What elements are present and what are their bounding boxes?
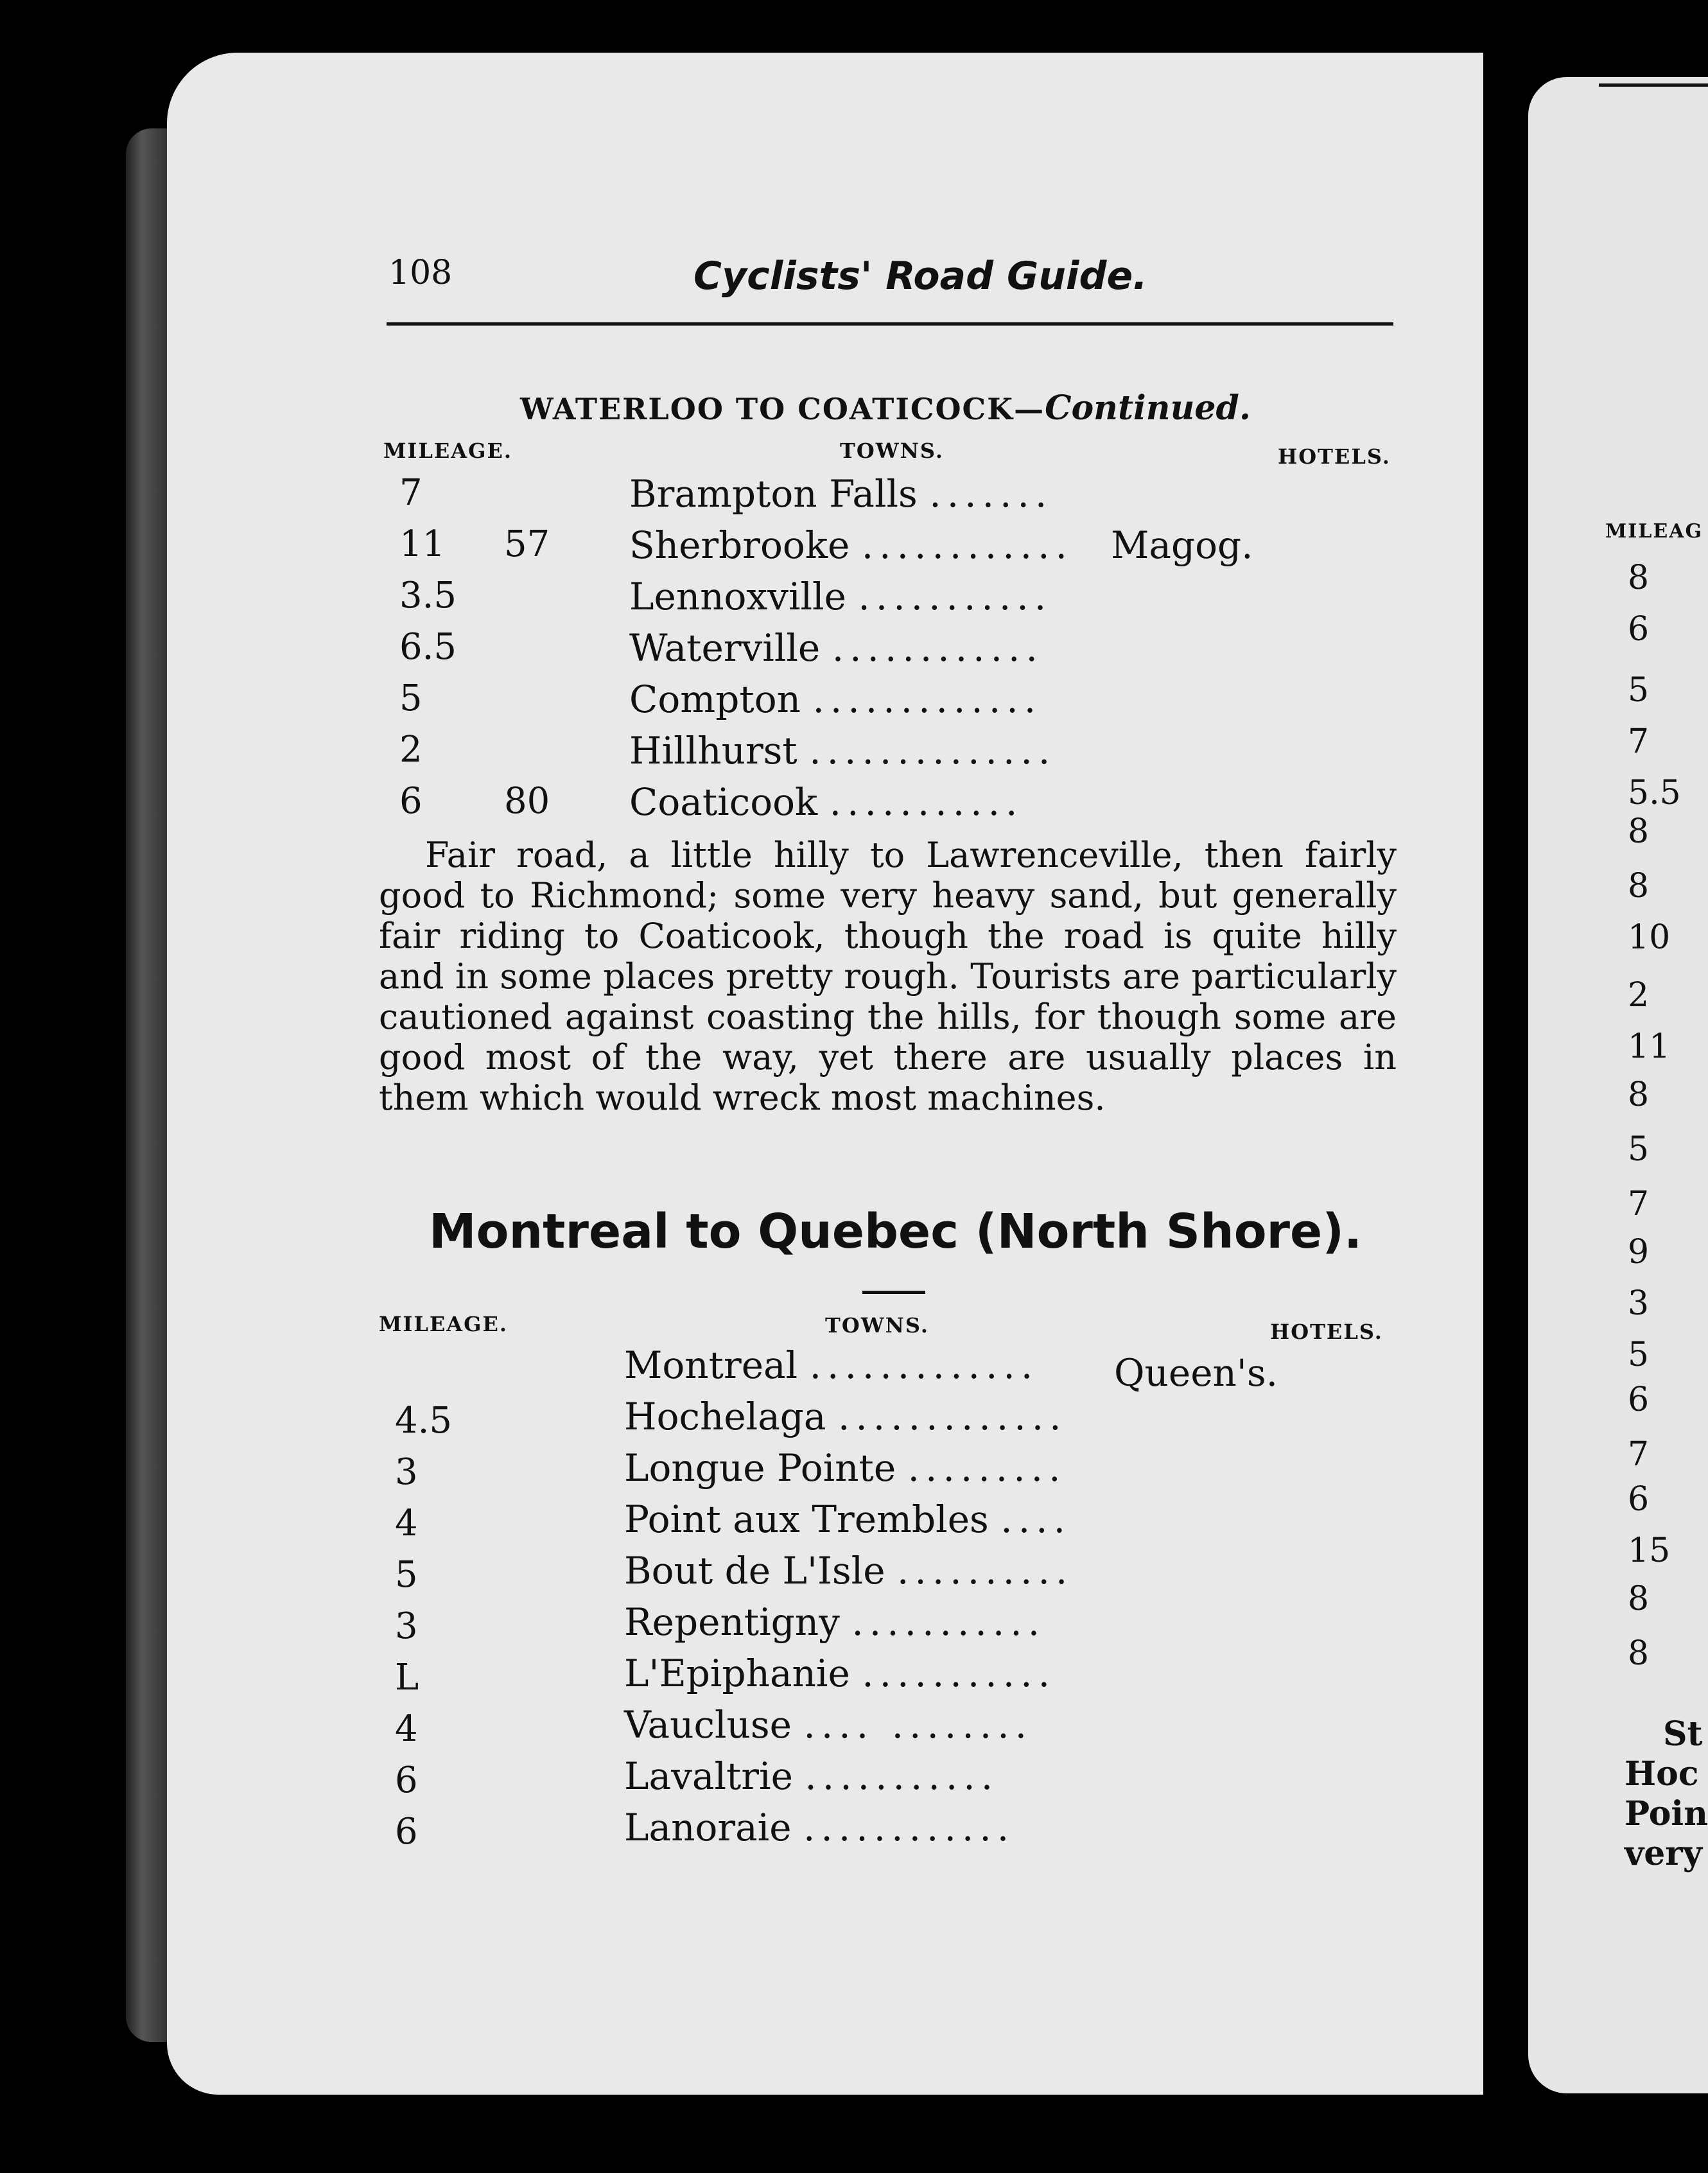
running-title: Cyclists' Road Guide. bbox=[693, 254, 1147, 299]
mileage-cell: 2 bbox=[399, 729, 423, 771]
leader-dots: .... ........ bbox=[803, 1703, 1033, 1747]
leader-dots: ........... bbox=[829, 780, 1024, 824]
mileage-cell: 3 bbox=[395, 1605, 418, 1647]
mileage-cell: 4 bbox=[395, 1503, 418, 1544]
town-cell bbox=[624, 1806, 1015, 1849]
mileage-cell: 5 bbox=[399, 677, 423, 719]
mileage-cell: 5 bbox=[395, 1554, 418, 1596]
town-cell bbox=[624, 1497, 1071, 1541]
leader-dots: ............. bbox=[837, 1395, 1067, 1438]
facing-mileage-cell: 8 bbox=[1628, 1634, 1650, 1673]
leader-dots: .......... bbox=[896, 1549, 1074, 1593]
mileage-cell: 11 bbox=[399, 523, 446, 565]
mileage-cell: 4 bbox=[395, 1708, 418, 1750]
leader-dots: ........... bbox=[851, 1600, 1046, 1644]
facing-mileage-cell: 15 bbox=[1628, 1532, 1671, 1570]
mileage-cell: 6.5 bbox=[399, 626, 457, 668]
town-name: Lavaltrie bbox=[624, 1754, 793, 1798]
book-page-right bbox=[1528, 77, 1708, 2093]
section1-paragraph: Fair road, a little hilly to Lawrenceville, then fairly good to Richmond; some very heavy sand, but generally fair riding to Coaticook, though the road is quite hilly and in some places pretty rough. Tourists are particularly cautioned against coasting the hills, for though some are good most of the way, yet there are usually places in them which would wreck most machines. bbox=[379, 835, 1397, 1118]
mileage-cell: 3 bbox=[395, 1451, 418, 1493]
facing-mileage-cell: 8 bbox=[1628, 812, 1650, 851]
facing-mileage-cell: 7 bbox=[1628, 1185, 1650, 1223]
section1-title bbox=[520, 388, 1251, 428]
town-cell bbox=[629, 729, 1056, 772]
town-name: Repentigny bbox=[624, 1600, 840, 1644]
mileage-cell: 6 bbox=[399, 780, 423, 822]
mileage-cell: 4.5 bbox=[395, 1400, 453, 1442]
town-cell bbox=[624, 1549, 1073, 1593]
leader-dots: .............. bbox=[809, 729, 1056, 772]
facing-text-line: St bbox=[1663, 1715, 1703, 1754]
mileage-cell: 3.5 bbox=[399, 575, 457, 616]
section1-col-mileage: MILEAGE. bbox=[383, 439, 512, 463]
section1-col-towns: TOWNS. bbox=[840, 439, 944, 463]
town-cell bbox=[629, 472, 1052, 516]
facing-mileage-cell: 10 bbox=[1628, 918, 1671, 957]
facing-mileage-cell: 5 bbox=[1628, 671, 1650, 710]
town-name: Coaticook bbox=[629, 780, 818, 824]
town-name: Hochelaga bbox=[624, 1395, 826, 1438]
facing-mileage-cell: 8 bbox=[1628, 1076, 1650, 1114]
total-mileage-cell: 80 bbox=[504, 780, 550, 822]
mileage-cell: L bbox=[395, 1657, 419, 1698]
leader-dots: .... bbox=[1000, 1497, 1072, 1541]
section1-title-main: WATERLOO TO COATICOCK— bbox=[520, 392, 1045, 426]
facing-col-header: MILEAG bbox=[1605, 520, 1704, 543]
town-name: Bout de L'Isle bbox=[624, 1549, 885, 1593]
mileage-cell: 6 bbox=[395, 1811, 418, 1853]
section2-col-towns: TOWNS. bbox=[825, 1313, 929, 1338]
facing-mileage-cell: 6 bbox=[1628, 610, 1650, 649]
facing-mileage-cell: 3 bbox=[1628, 1284, 1650, 1323]
town-cell bbox=[629, 780, 1023, 824]
book-gutter bbox=[1483, 0, 1528, 2173]
facing-rule bbox=[1599, 83, 1708, 87]
leader-dots: ............ bbox=[861, 523, 1073, 567]
leader-dots: ....... bbox=[929, 472, 1053, 516]
facing-mileage-cell: 8 bbox=[1628, 1580, 1650, 1618]
facing-mileage-cell: 5.5 bbox=[1628, 774, 1681, 812]
leader-dots: ............ bbox=[832, 626, 1043, 670]
leader-dots: ......... bbox=[907, 1446, 1067, 1490]
town-cell bbox=[629, 626, 1043, 670]
town-name: Hillhurst bbox=[629, 729, 797, 772]
town-cell bbox=[624, 1703, 1033, 1747]
facing-text-line: Hoc bbox=[1625, 1754, 1699, 1793]
leader-dots: ............. bbox=[809, 1343, 1039, 1387]
facing-mileage-cell: 5 bbox=[1628, 1130, 1650, 1169]
page-number: 108 bbox=[388, 254, 453, 292]
facing-text-line: very bbox=[1625, 1834, 1702, 1873]
header-rule bbox=[387, 322, 1393, 326]
town-name: Montreal bbox=[624, 1343, 798, 1387]
section2-col-mileage: MILEAGE. bbox=[379, 1312, 508, 1336]
facing-mileage-cell: 7 bbox=[1628, 722, 1650, 761]
facing-mileage-cell: 6 bbox=[1628, 1480, 1650, 1519]
town-name: Compton bbox=[629, 677, 801, 721]
facing-mileage-cell: 11 bbox=[1628, 1027, 1671, 1066]
town-cell bbox=[629, 575, 1052, 618]
town-name: Brampton Falls bbox=[629, 472, 918, 516]
leader-dots: ........... bbox=[858, 575, 1052, 618]
leader-dots: ............ bbox=[803, 1806, 1015, 1849]
facing-mileage-cell: 2 bbox=[1628, 976, 1650, 1015]
section2-col-hotels: HOTELS. bbox=[1270, 1320, 1383, 1344]
facing-mileage-cell: 8 bbox=[1628, 559, 1650, 597]
town-cell bbox=[629, 523, 1073, 567]
town-cell bbox=[624, 1754, 998, 1798]
total-mileage-cell: 57 bbox=[504, 523, 550, 565]
section2-title: Montreal to Quebec (North Shore). bbox=[429, 1204, 1363, 1259]
facing-text-line: Poin bbox=[1625, 1794, 1708, 1833]
town-name: Vaucluse bbox=[624, 1703, 792, 1747]
book-edge bbox=[126, 128, 167, 2042]
section1-title-italic: Continued. bbox=[1045, 388, 1251, 428]
mileage-cell: 6 bbox=[395, 1759, 418, 1801]
town-name: Point aux Trembles bbox=[624, 1497, 989, 1541]
town-name: Longue Pointe bbox=[624, 1446, 896, 1490]
town-cell bbox=[624, 1395, 1067, 1438]
hotel-cell: Magog. bbox=[1111, 523, 1253, 567]
facing-mileage-cell: 5 bbox=[1628, 1336, 1650, 1374]
town-name: Sherbrooke bbox=[629, 523, 850, 567]
town-cell bbox=[624, 1343, 1038, 1387]
town-name: Lanoraie bbox=[624, 1806, 792, 1849]
section1-col-hotels: HOTELS. bbox=[1278, 444, 1391, 469]
leader-dots: ........... bbox=[862, 1652, 1056, 1695]
leader-dots: ............. bbox=[812, 677, 1042, 721]
leader-dots: ........... bbox=[805, 1754, 999, 1798]
facing-mileage-cell: 7 bbox=[1628, 1435, 1650, 1474]
facing-mileage-cell: 6 bbox=[1628, 1381, 1650, 1419]
town-cell bbox=[624, 1652, 1056, 1695]
town-cell bbox=[624, 1600, 1045, 1644]
town-cell bbox=[624, 1446, 1067, 1490]
town-name: L'Epiphanie bbox=[624, 1652, 850, 1695]
town-name: Waterville bbox=[629, 626, 821, 670]
hotel-cell: Queen's. bbox=[1114, 1351, 1278, 1395]
section2-rule bbox=[862, 1291, 925, 1294]
facing-mileage-cell: 8 bbox=[1628, 867, 1650, 905]
facing-mileage-cell: 9 bbox=[1628, 1233, 1650, 1271]
mileage-cell: 7 bbox=[399, 472, 423, 514]
town-name: Lennoxville bbox=[629, 575, 846, 618]
town-cell bbox=[629, 677, 1041, 721]
